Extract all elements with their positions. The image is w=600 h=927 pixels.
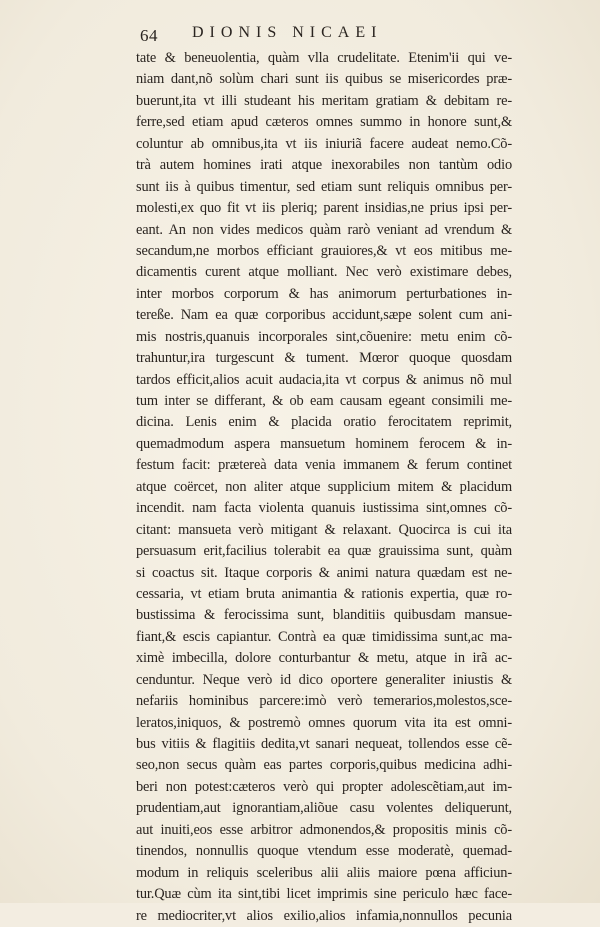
page-number: 64 — [140, 26, 158, 45]
text-line: inter morbos corporum & has animorum perturbationes in- — [136, 285, 512, 302]
text-line: prudentiam,aut ignorantiam,aliõue casu volentes deliquerunt, — [136, 800, 512, 817]
text-line: tereße. Nam ea quæ corporibus accidunt,sæpe solent cum ani- — [136, 307, 512, 324]
text-line: atque coërcet, non aliter atque supplicium mitem & placidum — [136, 478, 512, 495]
text-line: dicamentis curent atque molliant. Nec verò existimare debes, — [136, 264, 512, 281]
text-line: incendit. nam facta violenta quanuis iustissima sint,omnes cõ- — [136, 500, 512, 517]
text-line: mis nostris,quanuis incorporales sint,cõuenire: metu enim cõ- — [136, 328, 512, 345]
running-head: DIONIS NICAEI — [192, 24, 383, 41]
text-line: coluntur ab omnibus,ita vt iis iniuriã facere audeat nemo.Cõ- — [136, 135, 512, 152]
text-line: citant: mansueta verò mitigant & relaxant. Quocirca is cui ita — [136, 521, 512, 538]
text-line: tardos efficit,alios acuit audacia,ita vt corpus & animus nõ mul — [136, 371, 512, 388]
text-line: molesti,ex quo fit vt iis pleriq; parent insidias,ne prius ipsi per- — [136, 200, 512, 217]
text-line: aut inuiti,eos esse arbitror admonendos,& propositis minis cõ- — [136, 821, 512, 838]
text-line: buerunt,ita vt illi studeant his meritam gratiam & debitam re- — [136, 92, 512, 109]
text-line: seo,non secus quàm eas partes corporis,quibus medicina adhi- — [136, 757, 512, 774]
text-line: cessaria, vt etiam bruta animantia & rationis expertia, quæ ro- — [136, 585, 512, 602]
text-line: niam dant,nõ solùm chari sunt iis quibus se misericordes præ- — [136, 71, 512, 88]
text-line: ximè imbecilla, dolore conturbantur & metu, atque in irã ac- — [136, 650, 512, 667]
text-line: persuasum erit,facilius tolerabit ea quæ grauissima sunt, quàm — [136, 543, 512, 560]
text-line: eant. An non vides medicos quàm rarò veniant ad vrendum & — [136, 221, 512, 238]
body-text — [136, 48, 512, 927]
text-line: dicina. Lenis enim & placida oratio ferocitatem reprimit, — [136, 414, 512, 431]
text-line: re mediocriter,vt alios exilio,alios infamia,nonnullos pecunia — [136, 907, 512, 924]
text-line: trà autem homines irati atque inexorabiles non tantùm odio — [136, 157, 512, 174]
text-line: tinendos, nonnullis quoque vtendum esse moderatè, quemad- — [136, 843, 512, 860]
text-line: cenduntur. Neque verò id dico oportere generaliter iniustis & — [136, 671, 512, 688]
text-line: tate & beneuolentia, quàm vlla crudelitate. Etenim'ii qui ve- — [136, 50, 512, 66]
text-line: modum in reliquis sceleribus alii aliis maiore pœna afficiun- — [136, 864, 512, 881]
text-line: leratos,iniquos, & postremò omnes quorum vita ita est omni- — [136, 714, 512, 731]
text-line: bustissima & ferocissima sunt, blanditiis quibusdam mansue- — [136, 607, 512, 624]
text-line: sunt iis à quibus timentur, sed etiam sunt reliquis omnibus per- — [136, 178, 512, 195]
text-line: bus vitiis & flagitiis dedita,vt sanari nequeat, tollendos esse cẽ- — [136, 736, 512, 752]
text-line: tur.Quæ cùm ita sint,tibi licet imprimis sine periculo hæc face- — [136, 886, 512, 903]
text-line: ferre,sed etiam apud cæteros omnes summo in honore sunt,& — [136, 114, 512, 131]
text-line: festum facit: prætereà data venia immanem & ferum continet — [136, 457, 512, 474]
text-line: si coactus sit. Itaque corporis & animi natura quædam est ne- — [136, 564, 512, 581]
text-line: beri non potest:cæteros verò qui propter adolescẽtiam,aut im- — [136, 778, 512, 795]
text-line: quemadmodum aspera mansuetum hominem ferocem & in- — [136, 435, 512, 452]
text-line: nefariis hominibus parcere:imò verò temerarios,molestos,sce- — [136, 693, 512, 710]
text-line: fiant,& escis capiantur. Contrà ea quæ timidissima sunt,ac ma- — [136, 628, 512, 645]
text-line: secandum,ne morbos efficiant grauiores,& vt eos mitibus me- — [136, 242, 512, 259]
text-line: tum inter se differant, & ob eam causam egeant consimili me- — [136, 393, 512, 409]
text-line: trahuntur,ira turgescunt & tument. Mœror quoque quosdam — [136, 350, 512, 367]
